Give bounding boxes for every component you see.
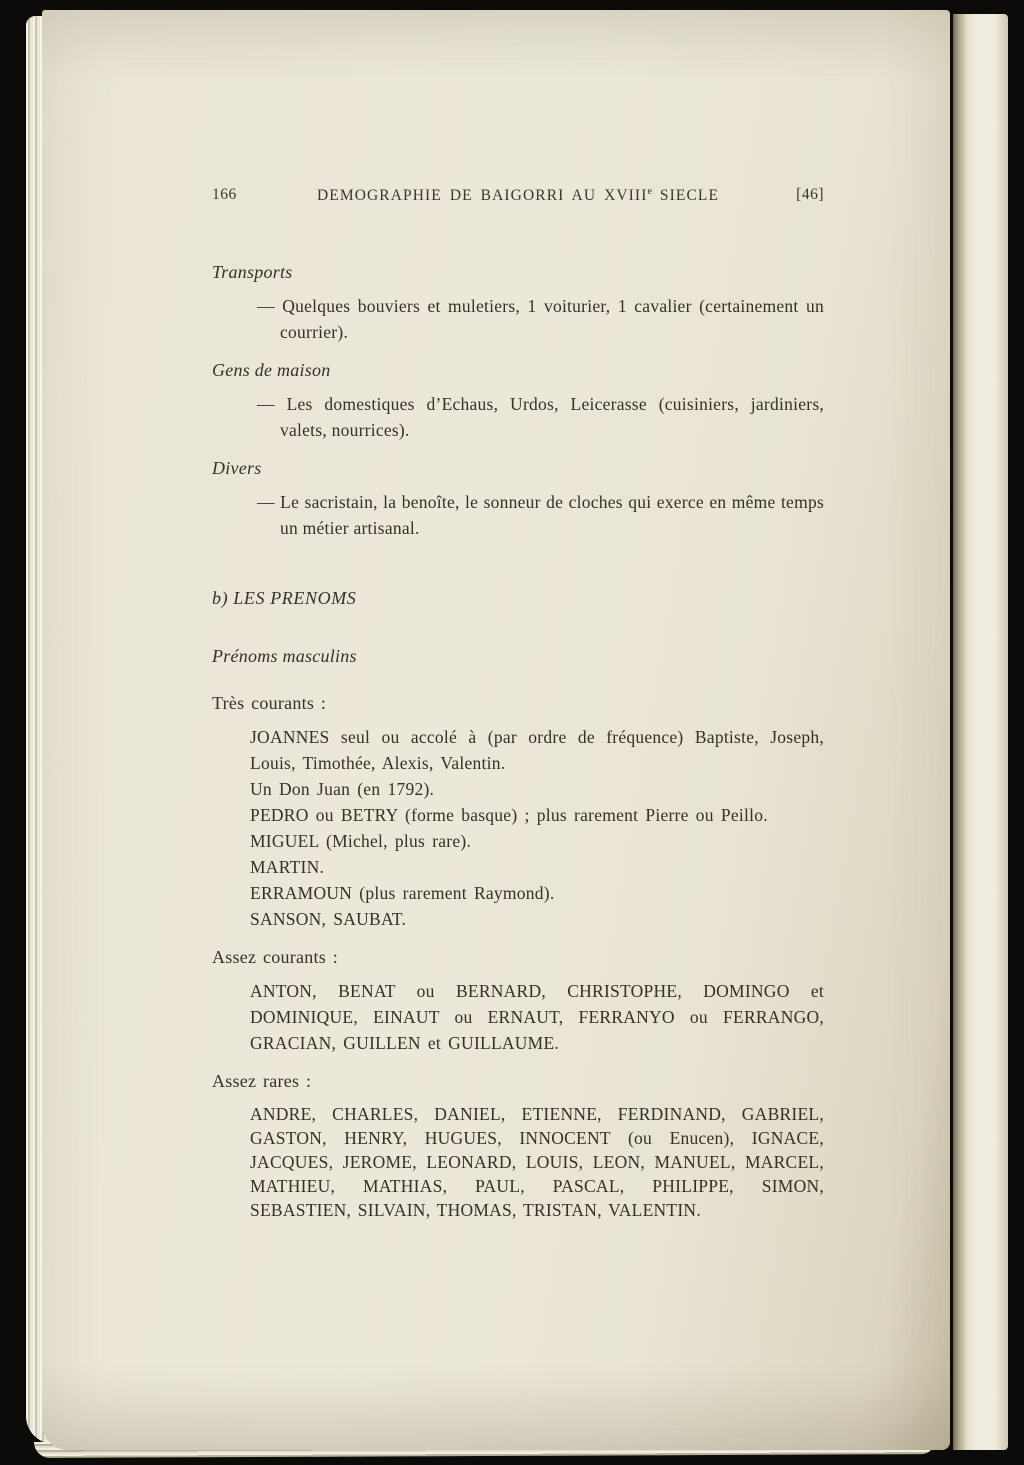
list-item-text: Les domestiques d’Echaus, Urdos, Leicerasse (cuisiniers, jardiniers, valets, nourrices). — [280, 394, 825, 440]
dash-glyph: — — [257, 492, 275, 512]
dash-glyph: — — [257, 394, 275, 414]
subheading-prenoms-masculins: Prénoms masculins — [212, 646, 357, 666]
section-heading-transports: Transports — [212, 262, 293, 282]
frequency-block-assez-rares — [250, 1102, 824, 1222]
book-page — [42, 10, 950, 1450]
page-number: 166 — [212, 186, 237, 203]
name-paragraph: PEDRO ou BETRY (forme basque) ; plus rarement Pierre ou Peillo. — [250, 805, 768, 825]
next-page-edge — [953, 14, 1008, 1450]
running-title-rest: SIECLE — [659, 187, 720, 205]
page-content — [212, 186, 824, 1235]
name-paragraph: JOANNES seul ou accolé à (par ordre de fréquence) Baptiste, Joseph, Louis, Timothée, Alexis, Valentin. — [250, 727, 824, 773]
list-item-text: Le sacristain, la benoîte, le sonneur de cloches qui exerce en même temps un métier artisanal. — [280, 492, 825, 538]
running-title-main: DEMOGRAPHIE DE BAIGORRI AU XVIII — [316, 187, 648, 205]
frequency-block-assez-courants — [250, 978, 824, 1056]
page-header — [212, 186, 824, 210]
frequency-block-tres-courants — [250, 724, 824, 932]
list-item — [212, 293, 824, 345]
section-heading-divers: Divers — [212, 458, 262, 478]
list-item — [212, 391, 824, 443]
dash-glyph: — — [257, 296, 275, 316]
section-reference: [46] — [796, 186, 824, 203]
subsection-heading-les-prenoms: b) LES PRENOMS — [212, 588, 357, 608]
name-paragraph: MIGUEL (Michel, plus rare). — [250, 831, 472, 851]
frequency-label-tres-courants: Très courants : — [212, 693, 327, 713]
list-item-text: Quelques bouviers et muletiers, 1 voiturier, 1 cavalier (certainement un courrier). — [280, 296, 824, 342]
running-title — [212, 186, 824, 205]
frequency-label-assez-courants: Assez courants : — [212, 947, 338, 967]
name-paragraph: SANSON, SAUBAT. — [250, 909, 407, 929]
name-paragraph: Un Don Juan (en 1792). — [250, 779, 435, 799]
running-title-superscript: e — [647, 186, 652, 197]
name-paragraph: ERRAMOUN (plus rarement Raymond). — [250, 883, 555, 903]
section-heading-gens-de-maison: Gens de maison — [212, 360, 331, 380]
list-item — [212, 489, 824, 541]
name-paragraph: MARTIN. — [250, 857, 325, 877]
name-paragraph: ANTON, BENAT ou BERNARD, CHRISTOPHE, DOMINGO et DOMINIQUE, EINAUT ou ERNAUT, FERRANYO ou FERRANGO, GRACIAN, GUILLEN et GUILLAUME. — [250, 981, 824, 1053]
name-paragraph: ANDRE, CHARLES, DANIEL, ETIENNE, FERDINAND, GABRIEL, GASTON, HENRY, HUGUES, INNOCENT (ou Enucen), IGNACE, JACQUES, JEROME, LEONARD, LOUIS, LEON, MANUEL, MARCEL, MATHIEU, MATHIAS, PAUL, PASCAL, PHILIPPE, SIMON, SEBASTIEN, SILVAIN, THOMAS, TRISTAN, VALENTIN. — [250, 1104, 824, 1220]
frequency-label-assez-rares: Assez rares : — [212, 1071, 312, 1091]
